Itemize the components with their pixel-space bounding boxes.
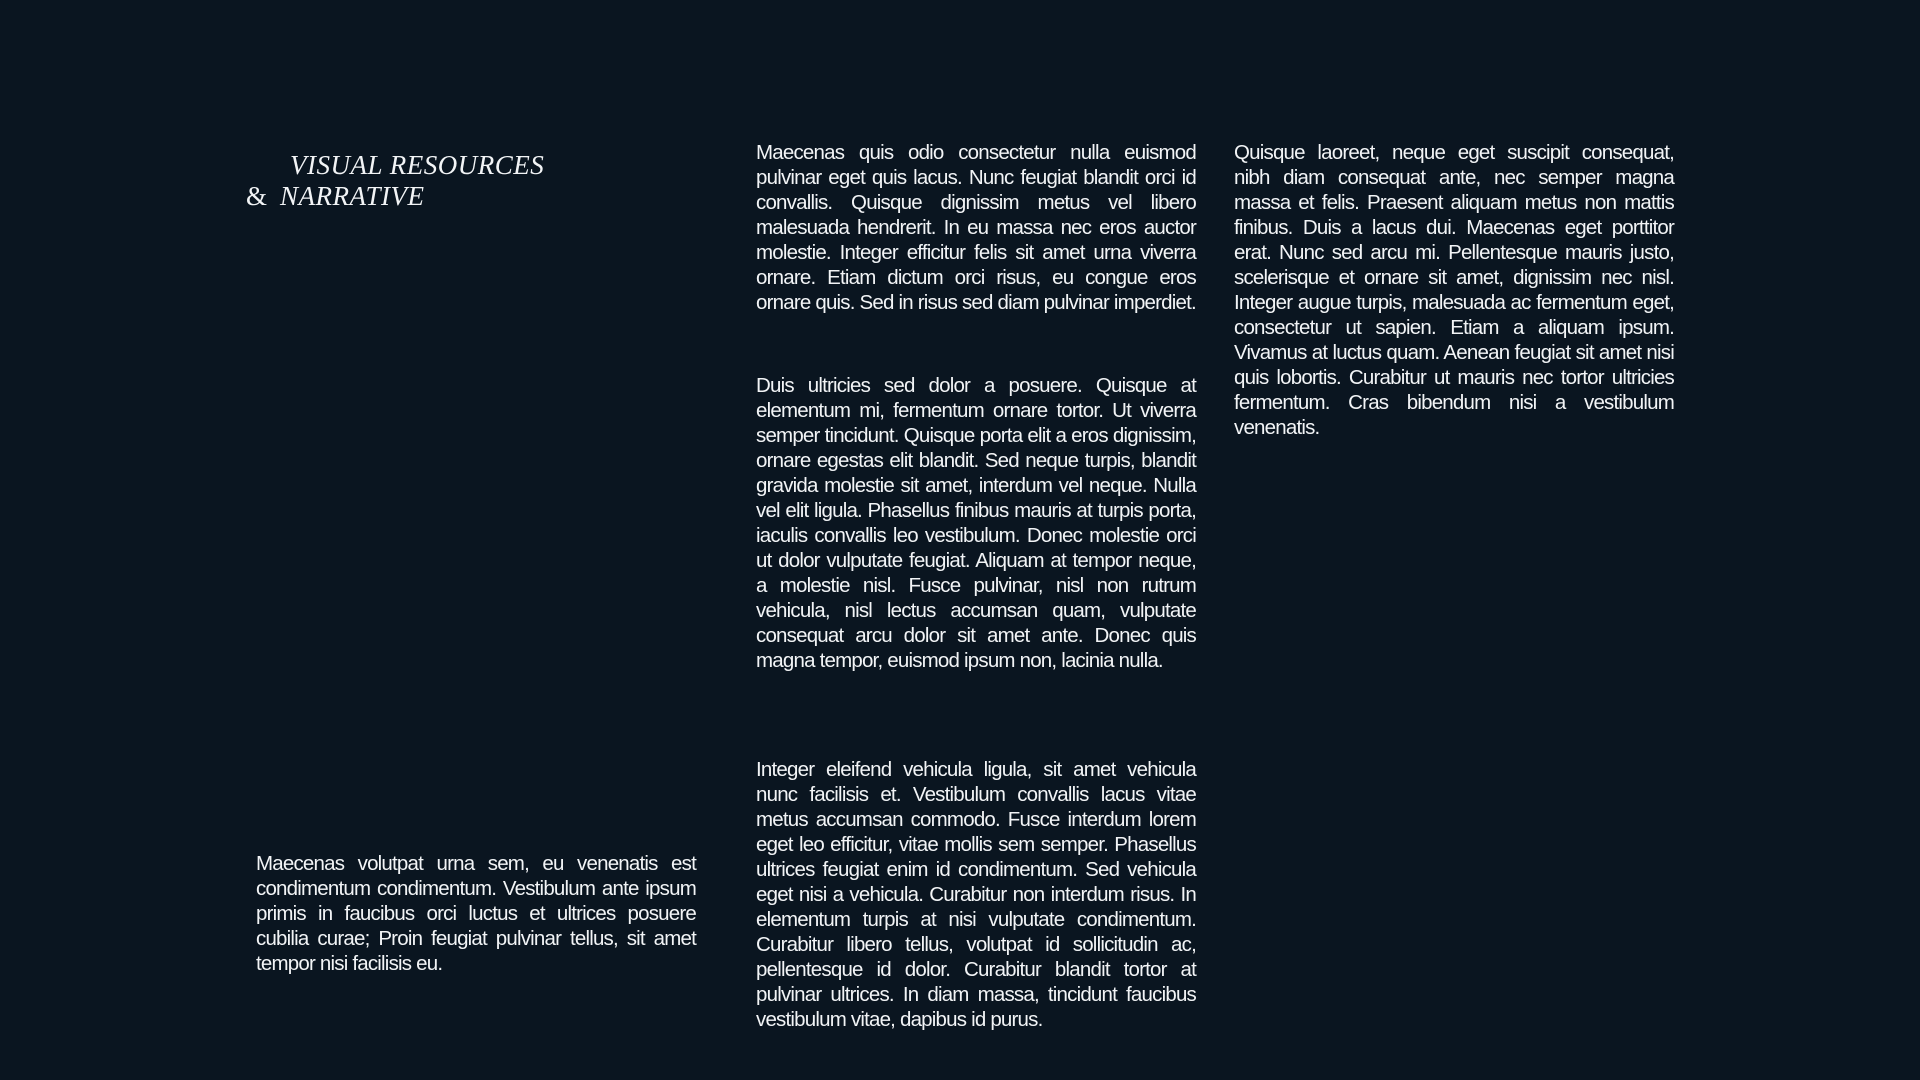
title-line-narrative: NARRATIVE xyxy=(280,181,425,211)
page-title xyxy=(246,150,646,212)
title-ampersand: & xyxy=(246,181,268,211)
paragraph-left: Maecenas volutpat urna sem, eu venenatis est condimentum condimentum. Vestibulum ante ipsum primis in faucibus orci luctus et ultrices posuere cubilia curae; Proin feugiat pulvinar tellus, sit amet tempor nisi facilisis eu. xyxy=(256,852,696,975)
paragraph-middle-1: Maecenas quis odio consectetur nulla euismod pulvinar eget quis lacus. Nunc feugiat blandit orci id convallis. Quisque dignissim metus vel libero malesuada hendrerit. In eu massa nec eros auctor molestie. Integer efficitur felis sit amet urna viverra ornare. Etiam dictum orci risus, eu congue eros ornare quis. Sed in risus sed diam pulvinar imperdiet. xyxy=(756,141,1196,314)
title-line-narrative-row xyxy=(246,181,646,212)
paragraph-middle-3: Integer eleifend vehicula ligula, sit amet vehicula nunc facilisis et. Vestibulum convallis lacus vitae metus accumsan commodo. Fusce interdum lorem eget leo efficitur, vitae mollis sem semper. Phasellus ultrices feugiat enim id condimentum. Sed vehicula eget nisi a vehicula. Curabitur non interdum risus. In elementum turpis at nisi vulputate condimentum. Curabitur libero tellus, volutpat id sollicitudin ac, pellentesque id dolor. Curabitur blandit tortor at pulvinar ultrices. In diam massa, tincidunt faucibus vestibulum vitae, dapibus id purus. xyxy=(756,758,1196,1031)
paragraph-right: Quisque laoreet, neque eget suscipit consequat, nibh diam consequat ante, nec semper magna massa et felis. Praesent aliquam metus non mattis finibus. Duis a lacus dui. Maecenas eget porttitor erat. Nunc sed arcu mi. Pellentesque mauris justo, scelerisque et ornare sit amet, dignissim nec nisl. Integer augue turpis, malesuada ac fermentum eget, consectetur ut sapien. Etiam a aliquam ipsum. Vivamus at luctus quam. Aenean feugiat sit amet nisi quis lobortis. Curabitur ut mauris nec tortor ultricies fermentum. Cras bibendum nisi a vestibulum venenatis. xyxy=(1234,141,1674,439)
title-line-visual-resources: VISUAL RESOURCES xyxy=(290,150,545,180)
paragraph-middle-2: Duis ultricies sed dolor a posuere. Quisque at elementum mi, fermentum ornare tortor. Ut viverra semper tincidunt. Quisque porta elit a eros dignissim, ornare egestas elit blandit. Sed neque turpis, blandit gravida molestie sit amet, interdum vel neque. Nulla vel elit ligula. Phasellus finibus mauris at turpis porta, iaculis convallis leo vestibulum. Donec molestie orci ut dolor vulputate feugiat. Aliquam at tempor neque, a molestie nisl. Fusce pulvinar, nisl non rutrum vehicula, nisl lectus accumsan quam, vulputate consequat arcu dolor sit amet ante. Donec quis magna tempor, euismod ipsum non, lacinia nulla. xyxy=(756,374,1196,672)
